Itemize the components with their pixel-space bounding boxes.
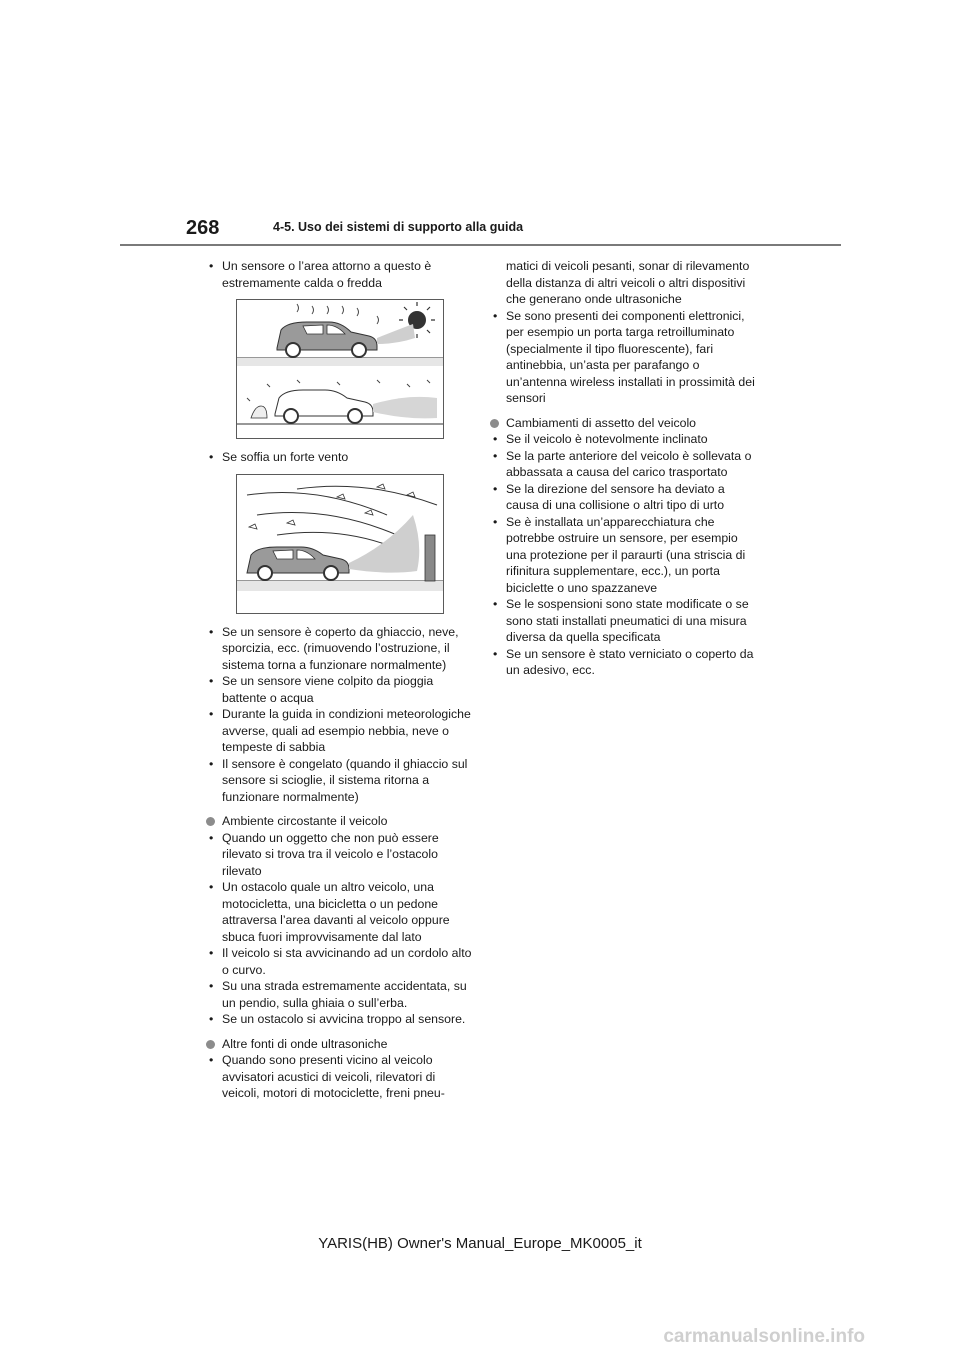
bullet-dot: • bbox=[209, 880, 214, 894]
list-item-text: Un sensore o l’area attorno a questo è estremamente calda o fredda bbox=[222, 259, 432, 290]
illustration-wind bbox=[236, 474, 444, 614]
bullet-dot: • bbox=[209, 756, 214, 771]
list-item bbox=[490, 448, 760, 481]
page-number: 268 bbox=[186, 217, 220, 239]
header-divider bbox=[120, 244, 841, 246]
bullet-dot: • bbox=[493, 481, 498, 496]
list-item bbox=[206, 258, 474, 291]
watermark: carmanualsonline.info bbox=[663, 1326, 865, 1347]
bullet-dot: • bbox=[209, 674, 214, 688]
bullet-dot: • bbox=[209, 707, 214, 721]
list-item bbox=[206, 1011, 474, 1028]
list-item bbox=[206, 978, 474, 1011]
list-item bbox=[206, 624, 474, 674]
temperature-illustration-svg bbox=[237, 300, 443, 438]
list-item bbox=[490, 596, 760, 646]
left-column bbox=[206, 258, 474, 1102]
list-item-text: Il sensore è congelato (quando il ghiaccio sul sensore si scioglie, il sistema ritorna a funzionare normalmente) bbox=[222, 756, 468, 804]
list-item bbox=[490, 431, 760, 448]
bullet-dot: • bbox=[493, 308, 498, 323]
category-bullet-icon bbox=[206, 1040, 215, 1049]
list-item-text: Se un sensore viene colpito da pioggia battente o acqua bbox=[222, 674, 434, 705]
illustration-temperature bbox=[236, 299, 444, 439]
category-bullet-icon bbox=[206, 817, 215, 826]
bullet-dot: • bbox=[209, 450, 214, 464]
category-heading bbox=[206, 813, 474, 830]
bullet-dot: • bbox=[209, 946, 214, 960]
bullet-dot: • bbox=[209, 259, 214, 273]
list-item-text: matici di veicoli pesanti, sonar di rilevamento della distanza di altri veicoli o altri dispositivi che generano onde ultrasoniche bbox=[506, 259, 750, 306]
category-heading bbox=[490, 415, 760, 432]
category-heading bbox=[206, 1036, 474, 1053]
bullet-dot: • bbox=[209, 830, 214, 845]
list-item-text: Se soffia un forte vento bbox=[222, 450, 349, 464]
list-item-text: Se le sospensioni sono state modificate o se sono stati installati pneumatici di una misura diversa da quella specificata bbox=[506, 597, 749, 644]
list-item-text: Durante la guida in condizioni meteorologiche avverse, quali ad esempio nebbia, neve o tempeste di sabbia bbox=[222, 707, 471, 754]
bullet-dot: • bbox=[493, 432, 498, 446]
list-item bbox=[490, 308, 760, 407]
list-item-text: Quando sono presenti vicino al veicolo avvisatori acustici di veicoli, rilevatori di veicoli, motori di motociclette, freni pneu- bbox=[222, 1053, 445, 1100]
list-item-text: Se sono presenti dei componenti elettronici, per esempio un porta targa retroilluminato (specialmente il tipo fluorescente), fari antinebbia, un’asta per parafango o un’antenna wireless installati in prossimità dei sensori bbox=[506, 308, 755, 405]
footer-manual-id: YARIS(HB) Owner's Manual_Europe_MK0005_it bbox=[318, 1235, 642, 1252]
list-item bbox=[206, 756, 474, 806]
list-item bbox=[206, 706, 474, 756]
list-item-text: Il veicolo si sta avvicinando ad un cordolo alto o curvo. bbox=[222, 946, 472, 977]
bullet-dot: • bbox=[493, 448, 498, 463]
list-item-continuation bbox=[490, 258, 760, 308]
list-item bbox=[206, 945, 474, 978]
list-item-text: Se il veicolo è notevolmente inclinato bbox=[506, 432, 708, 446]
list-item-text: Se è installata un’apparecchiatura che potrebbe ostruire un sensore, per esempio una protezione per il paraurti (una striscia di rifinitura supplementare, ecc.), un porta biciclette o uno spazzaneve bbox=[506, 514, 746, 595]
list-item-text: Se un sensore è coperto da ghiaccio, neve, sporcizia, ecc. (rimuovendo l’ostruzione, il sistema torna a funzionare normalmente) bbox=[222, 624, 459, 672]
bullet-dot: • bbox=[493, 514, 498, 529]
bullet-dot: • bbox=[209, 624, 214, 639]
right-column bbox=[490, 258, 760, 679]
list-item bbox=[490, 646, 760, 679]
list-item bbox=[206, 673, 474, 706]
category-bullet-icon bbox=[490, 419, 499, 428]
wind-illustration-svg bbox=[237, 475, 443, 613]
list-item-text: Se un sensore è stato verniciato o coperto da un adesivo, ecc. bbox=[506, 646, 754, 677]
list-item bbox=[490, 514, 760, 597]
category-heading-text: Altre fonti di onde ultrasoniche bbox=[222, 1036, 388, 1051]
list-item-text: Se un ostacolo si avvicina troppo al sensore. bbox=[222, 1012, 466, 1026]
bullet-dot: • bbox=[209, 1053, 214, 1067]
list-item-text: Su una strada estremamente accidentata, su un pendio, sulla ghiaia o sull’erba. bbox=[222, 979, 467, 1010]
list-item-text: Un ostacolo quale un altro veicolo, una motocicletta, una bicicletta o un pedone attraversa l’area davanti al veicolo oppure sbuca fuori improvvisamente dal lato bbox=[222, 880, 450, 944]
list-item-text: Se la direzione del sensore ha deviato a causa di una collisione o altri tipo di urto bbox=[506, 481, 725, 512]
category-heading-text: Ambiente circostante il veicolo bbox=[222, 814, 388, 828]
list-item bbox=[206, 449, 474, 466]
bullet-dot: • bbox=[493, 646, 498, 661]
list-item bbox=[490, 481, 760, 514]
bullet-dot: • bbox=[209, 979, 214, 993]
section-title: 4-5. Uso dei sistemi di supporto alla guida bbox=[273, 220, 524, 234]
list-item bbox=[206, 1052, 474, 1102]
list-item-text: Quando un oggetto che non può essere rilevato si trova tra il veicolo e l’ostacolo rilevato bbox=[222, 830, 439, 878]
list-item bbox=[206, 879, 474, 945]
bullet-dot: • bbox=[209, 1012, 214, 1026]
list-item-text: Se la parte anteriore del veicolo è sollevata o abbassata a causa del carico trasportato bbox=[506, 448, 752, 479]
category-heading-text: Cambiamenti di assetto del veicolo bbox=[506, 415, 697, 430]
list-item bbox=[206, 830, 474, 880]
bullet-dot: • bbox=[493, 597, 498, 611]
